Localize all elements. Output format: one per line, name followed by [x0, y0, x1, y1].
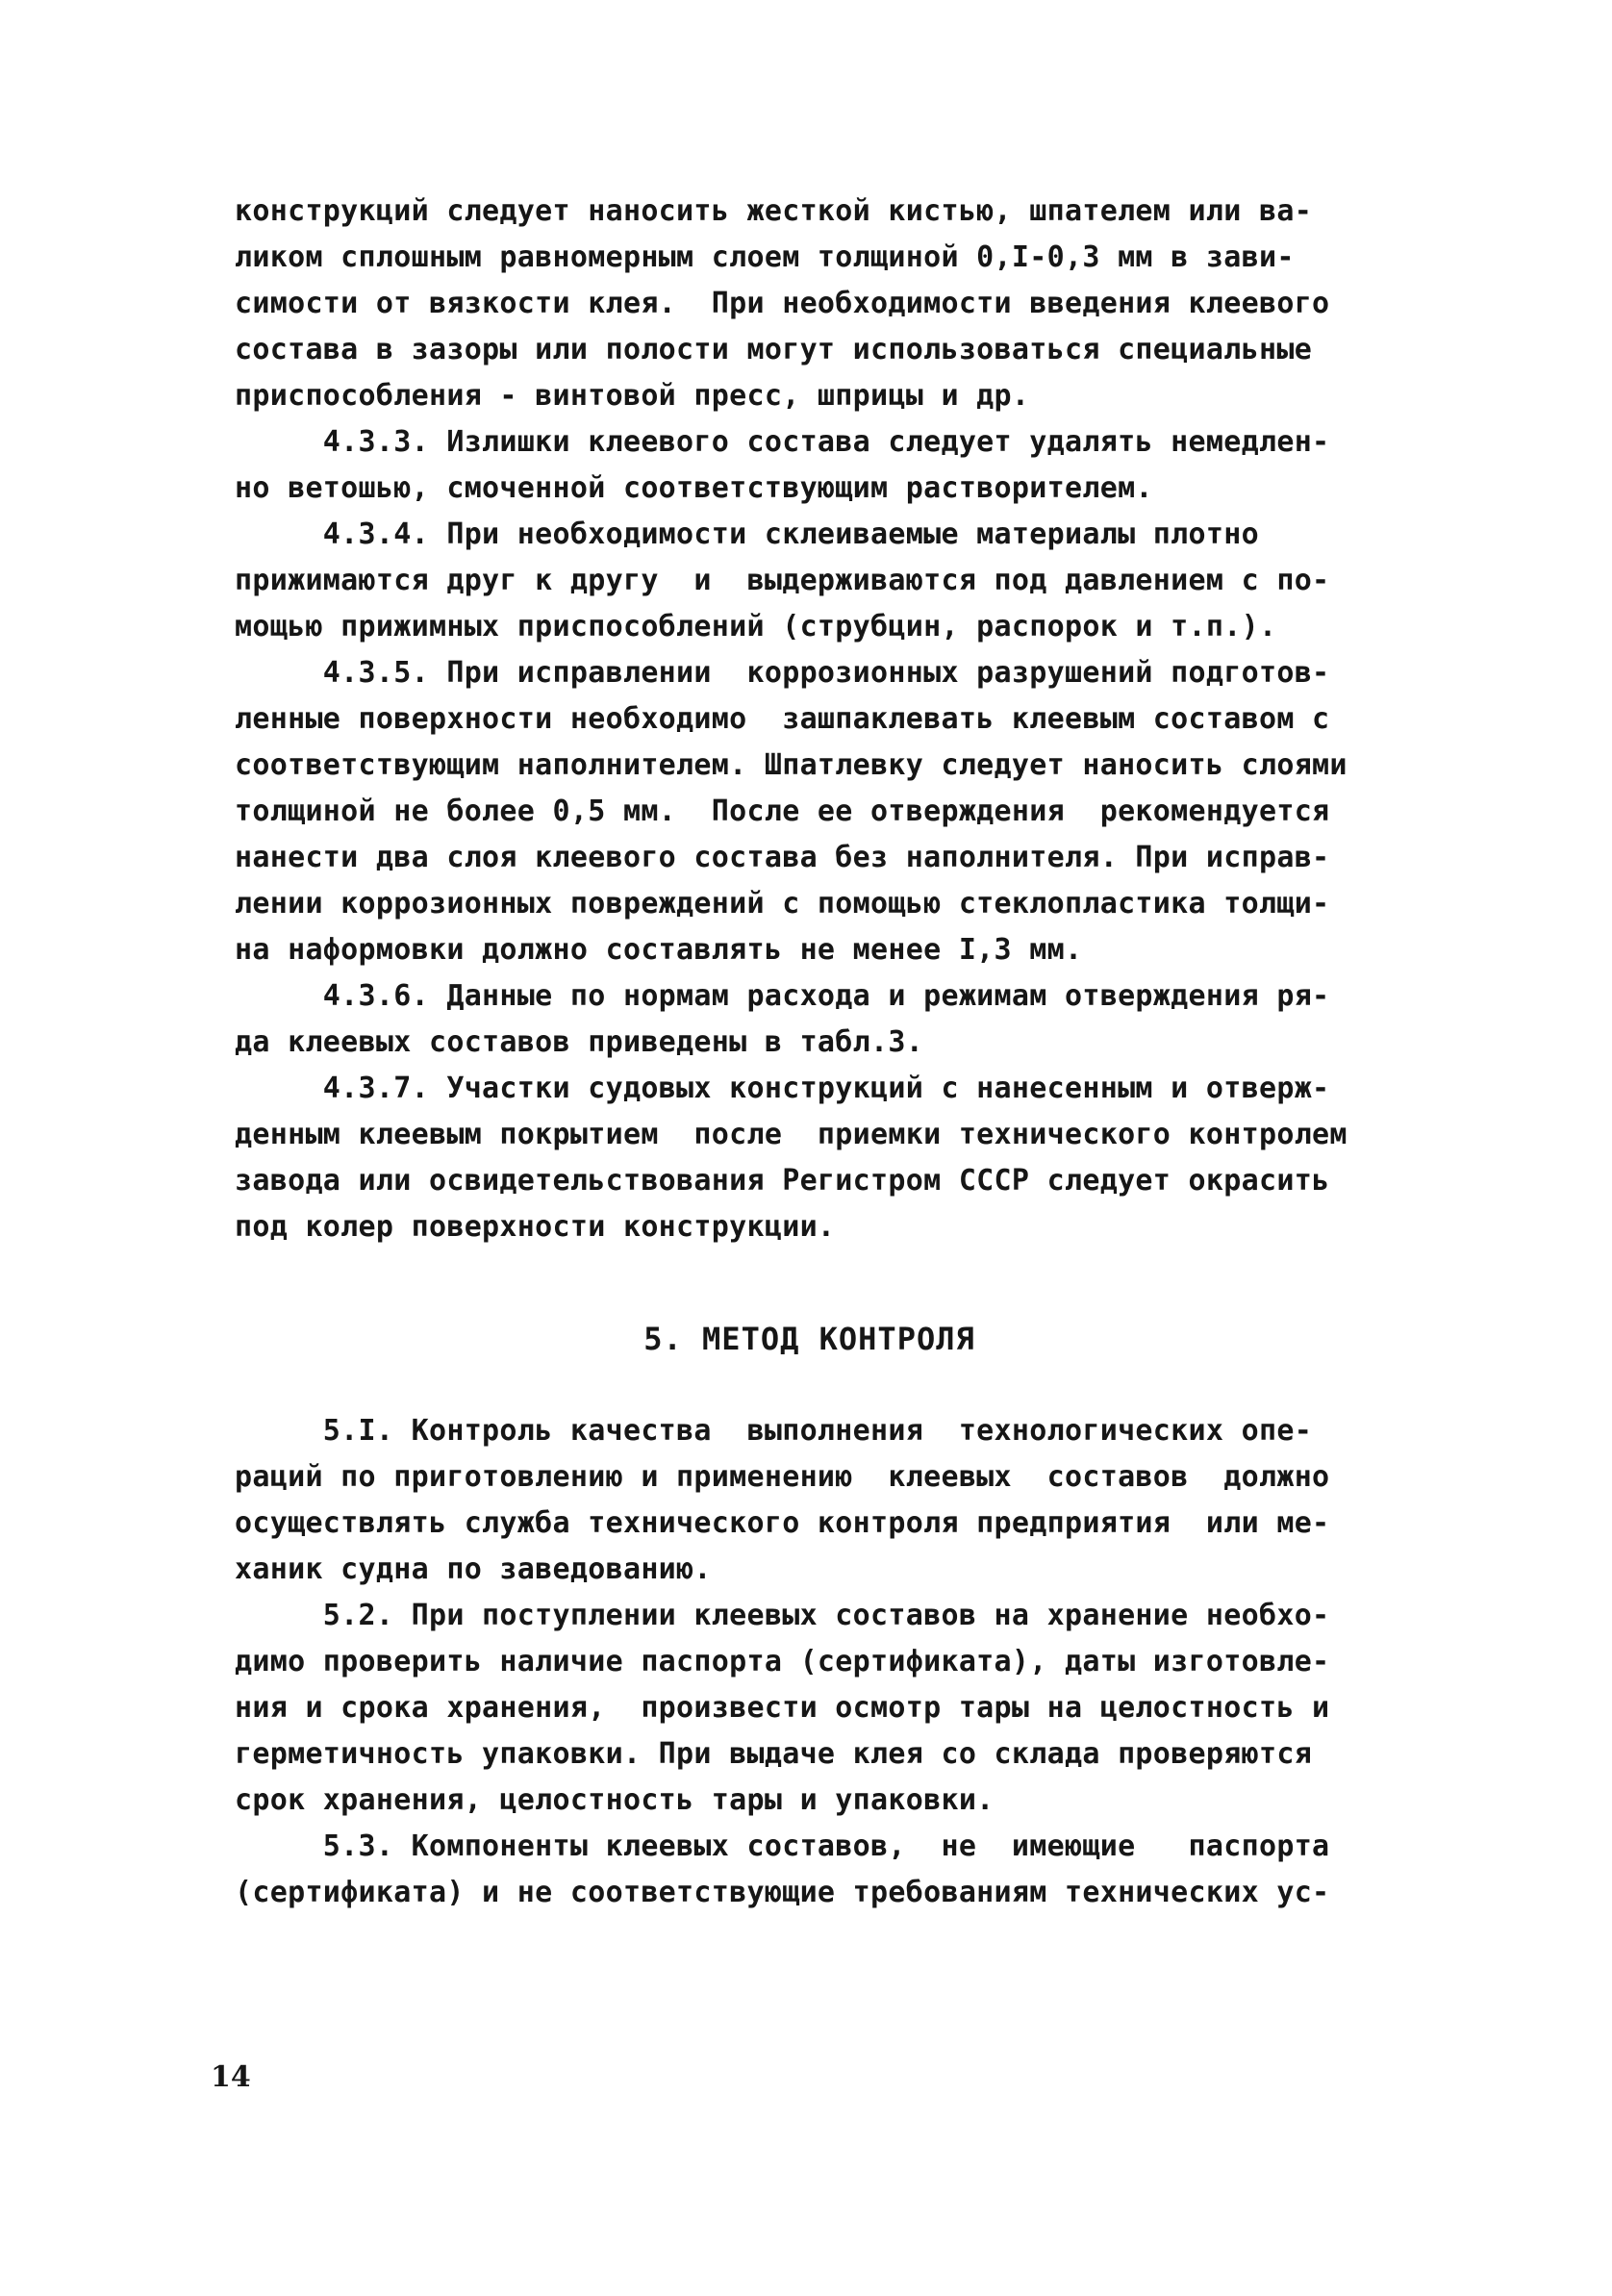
text-line: срок хранения, целостность тары и упаковки.	[235, 1783, 995, 1817]
text-line: денным клеевым покрытием после приемки технического контролем	[235, 1118, 1348, 1151]
text-line: димо проверить наличие паспорта (сертификата), даты изготовле-	[235, 1645, 1330, 1678]
paragraph-5-1: 5.I. Контроль качества выполнения технологических опе-	[235, 1414, 1313, 1448]
text-line: но ветошью, смоченной соответствующим растворителем.	[235, 471, 1153, 505]
section-heading: 5. МЕТОД КОНТРОЛЯ	[643, 1321, 975, 1357]
paragraph-4-3-5: 4.3.5. При исправлении коррозионных разрушений подготов-	[235, 656, 1330, 690]
paragraph-4-3-6: 4.3.6. Данные по нормам расхода и режимам отверждения ря-	[235, 979, 1330, 1013]
text-line: лении коррозионных повреждений с помощью стеклопластика толщи-	[235, 887, 1330, 921]
text-line: состава в зазоры или полости могут использоваться специальные	[235, 333, 1313, 366]
paragraph-4-3-4: 4.3.4. При необходимости склеиваемые материалы плотно	[235, 517, 1259, 551]
paragraph-5-2: 5.2. При поступлении клеевых составов на хранение необхо-	[235, 1599, 1330, 1632]
text-line: приспособления - винтовой пресс, шприцы и др.	[235, 379, 1030, 413]
text-line: герметичность упаковки. При выдаче клея со склада проверяются	[235, 1737, 1313, 1771]
text-line: толщиной не более 0,5 мм. После ее отверждения рекомендуется	[235, 795, 1330, 828]
text-line: прижимаются друг к другу и выдерживаются под давлением с по-	[235, 564, 1330, 597]
text-line: под колер поверхности конструкции.	[235, 1210, 836, 1244]
text-line: на наформовки должно составлять не менее I,3 мм.	[235, 933, 1083, 967]
paragraph-4-3-3: 4.3.3. Излишки клеевого состава следует удалять немедлен-	[235, 425, 1330, 459]
text-line: осуществлять служба технического контроля предприятия или ме-	[235, 1506, 1330, 1540]
text-line: симости от вязкости клея. При необходимости введения клеевого	[235, 287, 1330, 320]
text-line: ленные поверхности необходимо зашпаклевать клеевым составом с	[235, 702, 1330, 736]
text-line: завода или освидетельствования Регистром СССР следует окрасить	[235, 1164, 1330, 1198]
text-line: (сертификата) и не соответствующие требованиям технических ус-	[235, 1876, 1330, 1909]
text-line: конструкций следует наносить жесткой кистью, шпателем или ва-	[235, 194, 1313, 228]
text-line: нанести два слоя клеевого состава без наполнителя. При исправ-	[235, 841, 1330, 874]
paragraph-5-3: 5.3. Компоненты клеевых составов, не имеющие паспорта	[235, 1829, 1330, 1863]
paragraph-4-3-7: 4.3.7. Участки судовых конструкций с нанесенным и отверж-	[235, 1072, 1330, 1105]
text-line: мощью прижимных приспособлений (струбцин, распорок и т.п.).	[235, 610, 1277, 643]
text-line: соответствующим наполнителем. Шпатлевку следует наносить слоями	[235, 748, 1348, 782]
text-line: ния и срока хранения, произвести осмотр тары на целостность и	[235, 1691, 1330, 1725]
text-line: да клеевых составов приведены в табл.3.	[235, 1025, 924, 1059]
text-line: ликом сплошным равномерным слоем толщиной 0,I-0,3 мм в зави-	[235, 240, 1295, 274]
page-number: 14	[211, 2060, 251, 2094]
text-line: раций по приготовлению и применению клеевых составов должно	[235, 1460, 1330, 1494]
text-line: ханик судна по заведованию.	[235, 1552, 712, 1586]
